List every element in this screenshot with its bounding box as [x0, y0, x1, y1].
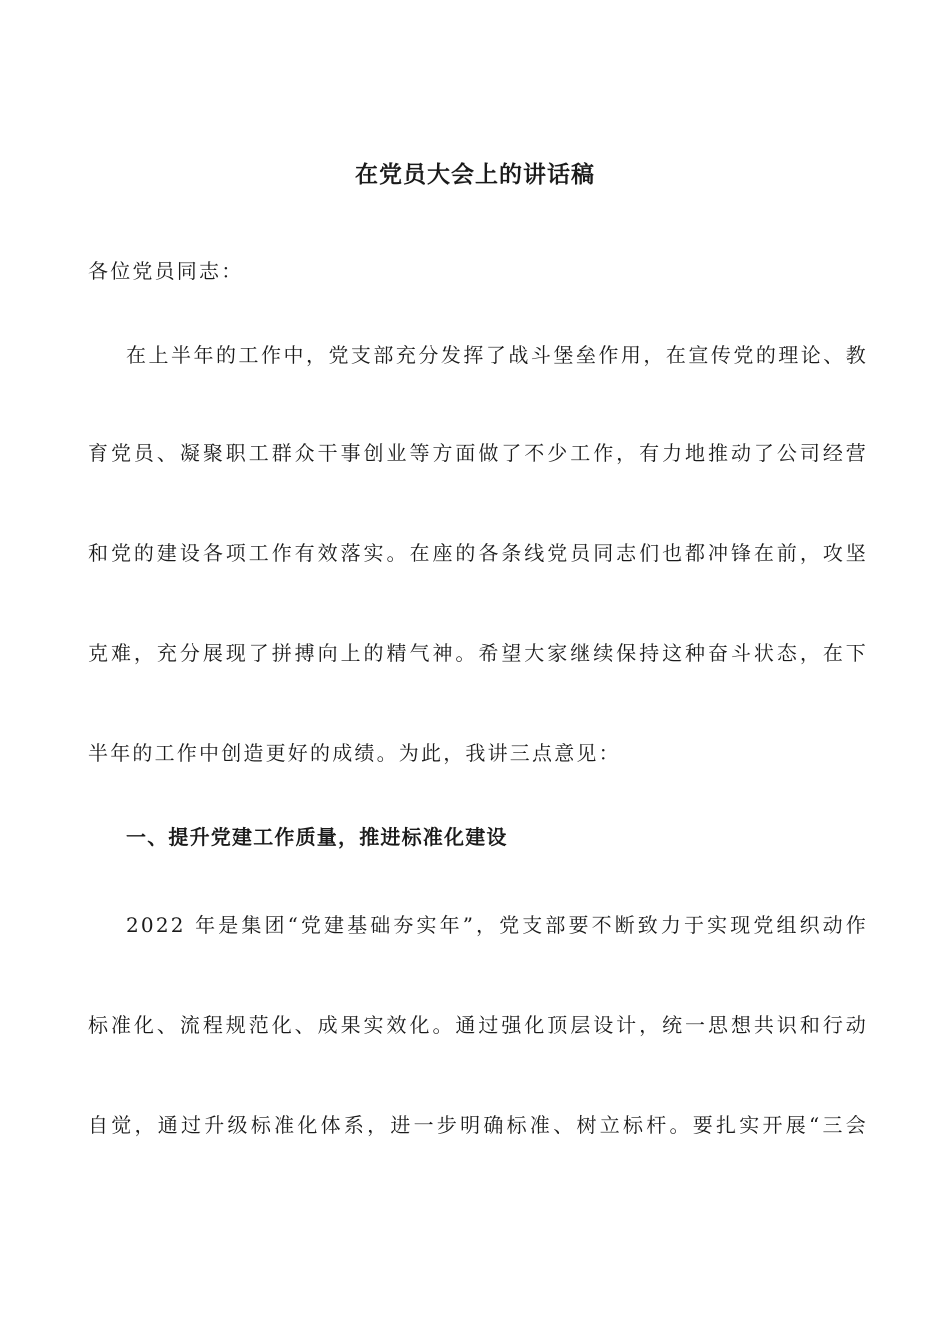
document-title: 在党员大会上的讲话稿 — [355, 161, 595, 188]
paragraph-line: 在上半年的工作中，党支部充分发挥了战斗堡垒作用，在宣传党的理论、教 — [126, 343, 868, 367]
paragraph-line: 半年的工作中创造更好的成绩。为此，我讲三点意见： — [88, 741, 621, 765]
paragraph-line: 2022 年是集团“党建基础夯实年”，党支部要不断致力于实现党组织动作 — [126, 913, 868, 937]
paragraph-line: 标准化、流程规范化、成果实效化。通过强化顶层设计，统一思想共识和行动 — [88, 1013, 868, 1037]
paragraph-line: 自觉，通过升级标准化体系，进一步明确标准、树立标杆。要扎实开展“三会 — [88, 1113, 868, 1137]
salutation: 各位党员同志： — [88, 259, 244, 283]
paragraph-line: 育党员、凝聚职工群众干事创业等方面做了不少工作，有力地推动了公司经营 — [88, 441, 868, 465]
paragraph-line: 克难，充分展现了拼搏向上的精气神。希望大家继续保持这种奋斗状态，在下 — [88, 641, 868, 665]
paragraph-line: 和党的建设各项工作有效落实。在座的各条线党员同志们也都冲锋在前，攻坚 — [88, 541, 868, 565]
section-heading: 一、提升党建工作质量，推进标准化建设 — [126, 825, 508, 849]
